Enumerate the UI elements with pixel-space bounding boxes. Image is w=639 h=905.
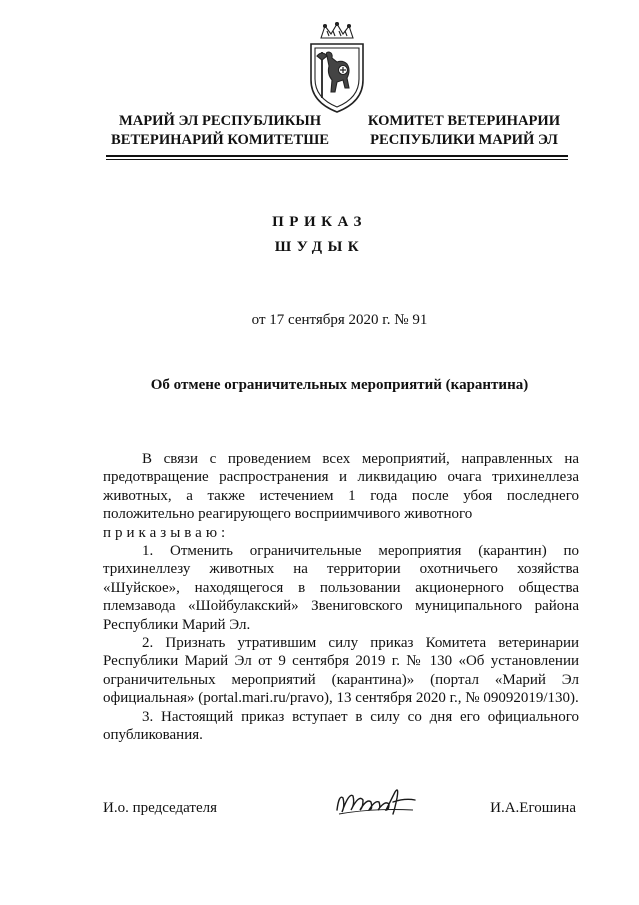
order-item-1: 1. Отменить ограничительные мероприятия (карантин) по трихинеллезу животных на территории охотничьего хозяйства «Шуйское», находящегося в пользовании акционерного общества племзавода «Шойбулакский» Звениговского муниципального района Республики Марий Эл. bbox=[103, 543, 579, 633]
handwritten-signature bbox=[333, 780, 419, 820]
body-intro: В связи с проведением всех мероприятий, направленных на предотвращение распространения и ликвидацию очага трихинеллеза животных, а также истечением 1 года после убоя последнего положительно реагирующего восприимчивого животного bbox=[103, 451, 579, 523]
date-line: от 17 сентября 2020 г. № 91 bbox=[251, 312, 428, 328]
header-divider-thick bbox=[106, 155, 568, 157]
header-right-line2: РЕСПУБЛИКИ МАРИЙ ЭЛ bbox=[370, 132, 558, 148]
header-left-line2: ВЕТЕРИНАРИЙ КОМИТЕТШЕ bbox=[110, 132, 329, 148]
order-word: приказываю: bbox=[103, 524, 230, 541]
order-item-2: 2. Признать утратившим силу приказ Комитета ветеринарии Республики Марий Эл от 9 сентября 2019 г. № 130 «Об установлении ограничительных мероприятий (карантина)» (портал «Марий Эл официальная» (portal.mari.ru/pravo), 13 сентября 2020 г., № 09092019/130). bbox=[103, 635, 579, 707]
signatory-name: И.А.Егошина bbox=[490, 800, 576, 816]
header-divider-thin bbox=[106, 159, 568, 160]
document-subject: Об отмене ограничительных мероприятий (карантина) bbox=[150, 377, 529, 393]
header-left bbox=[104, 112, 336, 150]
coat-of-arms-emblem bbox=[305, 22, 369, 114]
header-left-line1: МАРИЙ ЭЛ РЕСПУБЛИКЫН bbox=[118, 113, 322, 129]
signatory-position: И.о. председателя bbox=[103, 800, 218, 816]
order-item-3: 3. Настоящий приказ вступает в силу со дня его официального опубликования. bbox=[103, 708, 579, 744]
header-right-line1: КОМИТЕТ ВЕТЕРИНАРИИ bbox=[367, 113, 561, 129]
document-title-mari: ШУДЫК bbox=[274, 239, 365, 255]
document-title-ru: ПРИКАЗ bbox=[272, 214, 367, 230]
document-body bbox=[103, 450, 579, 745]
header-right bbox=[362, 112, 566, 150]
